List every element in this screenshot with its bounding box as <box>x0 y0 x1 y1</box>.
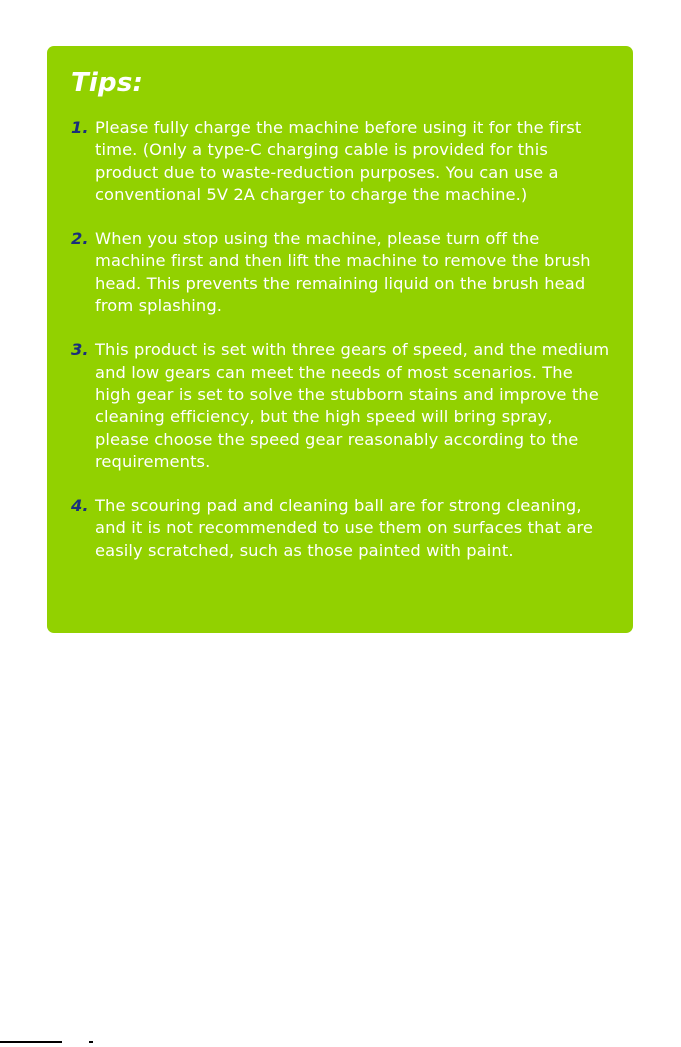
page-edge-mark <box>89 1041 93 1043</box>
tips-list <box>71 117 610 562</box>
tip-text: When you stop using the machine, please turn off the machine first and then lift the machine to remove the brush head. This prevents the remaining liquid on the brush head from splashing. <box>95 229 591 316</box>
tip-item <box>71 495 610 562</box>
tip-number: 1. <box>71 118 89 137</box>
tip-number: 2. <box>71 229 89 249</box>
tips-title: Tips: <box>71 68 144 98</box>
tip-text: Please fully charge the machine before using it for the first time. (Only a type-C charging cable is provided for this product due to waste-reduction purposes. You can use a conventional 5V 2A charger to charge the machine.) <box>95 118 582 204</box>
tip-number: 4. <box>71 496 89 516</box>
page-edge-rule <box>0 1041 62 1043</box>
tip-text: This product is set with three gears of speed, and the medium and low gears can meet the needs of most scenarios. The high gear is set to solve the stubborn stains and improve the cleaning efficiency, but the high speed will bring spray, please choose the speed gear reasonably according to the requirements. <box>95 340 610 471</box>
tip-item <box>71 339 610 473</box>
tip-item <box>71 117 610 206</box>
tip-item <box>71 228 610 317</box>
tip-number: 3. <box>71 340 89 360</box>
tip-text: The scouring pad and cleaning ball are for strong cleaning, and it is not recommended to use them on surfaces that are easily scratched, such as those painted with paint. <box>95 496 594 560</box>
tips-card <box>47 46 633 633</box>
